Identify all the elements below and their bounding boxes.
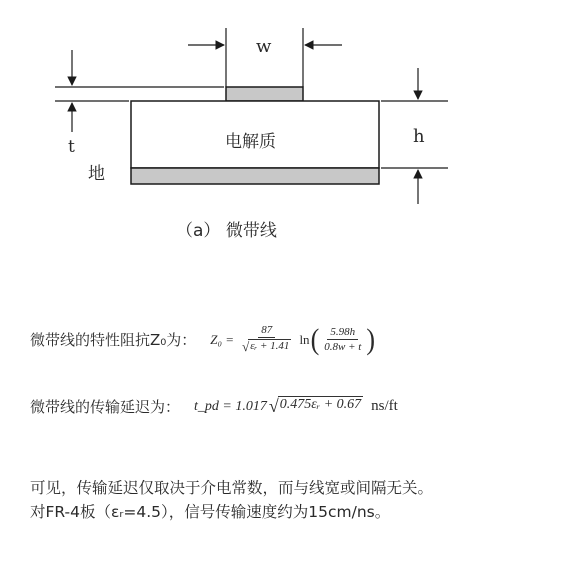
diagram-caption: （a） 微带线 [176,221,277,241]
note-line-2: 对FR-4板（εᵣ=4.5），信号传输速度约为15cm/ns。 [30,503,391,521]
delay-radical: √ 0.475εᵣ + 0.67 [268,396,362,416]
left-paren: ( [310,322,320,356]
ln-symbol: ln [299,331,310,347]
delay-row [30,396,398,417]
impedance-numerator: 87 [258,324,275,338]
delay-unit: ns/ft [371,398,398,414]
ground-label: 地 [88,164,105,184]
impedance-fraction [239,324,294,355]
trace-strip [226,87,303,101]
impedance-label: 微带线的特性阻抗Z₀为： [30,331,197,349]
ln-denominator: 0.8w + t [324,341,362,353]
impedance-formula [210,324,375,355]
impedance-row [30,324,375,355]
thickness-label: t [68,137,75,157]
delay-lhs: t_pd = 1.017 [194,398,267,414]
delay-label: 微带线的传输延迟为： [30,398,181,416]
dielectric-label: 电解质 [225,132,276,152]
ln-fraction [321,326,364,353]
impedance-denominator: √ εᵣ + 1.41 [242,339,290,354]
width-label: w [256,36,272,57]
ground-plane [131,168,379,184]
delay-formula [194,396,398,417]
delay-radicand: 0.475εᵣ + 0.67 [278,396,363,417]
height-label: h [413,126,425,147]
ln-numerator: 5.98h [327,326,358,340]
right-paren: ) [366,322,375,356]
note-line-1: 可见，传输延迟仅取决于介电常数，而与线宽或间隔无关。 [30,479,434,497]
impedance-lhs: Z₀ = [210,331,235,347]
